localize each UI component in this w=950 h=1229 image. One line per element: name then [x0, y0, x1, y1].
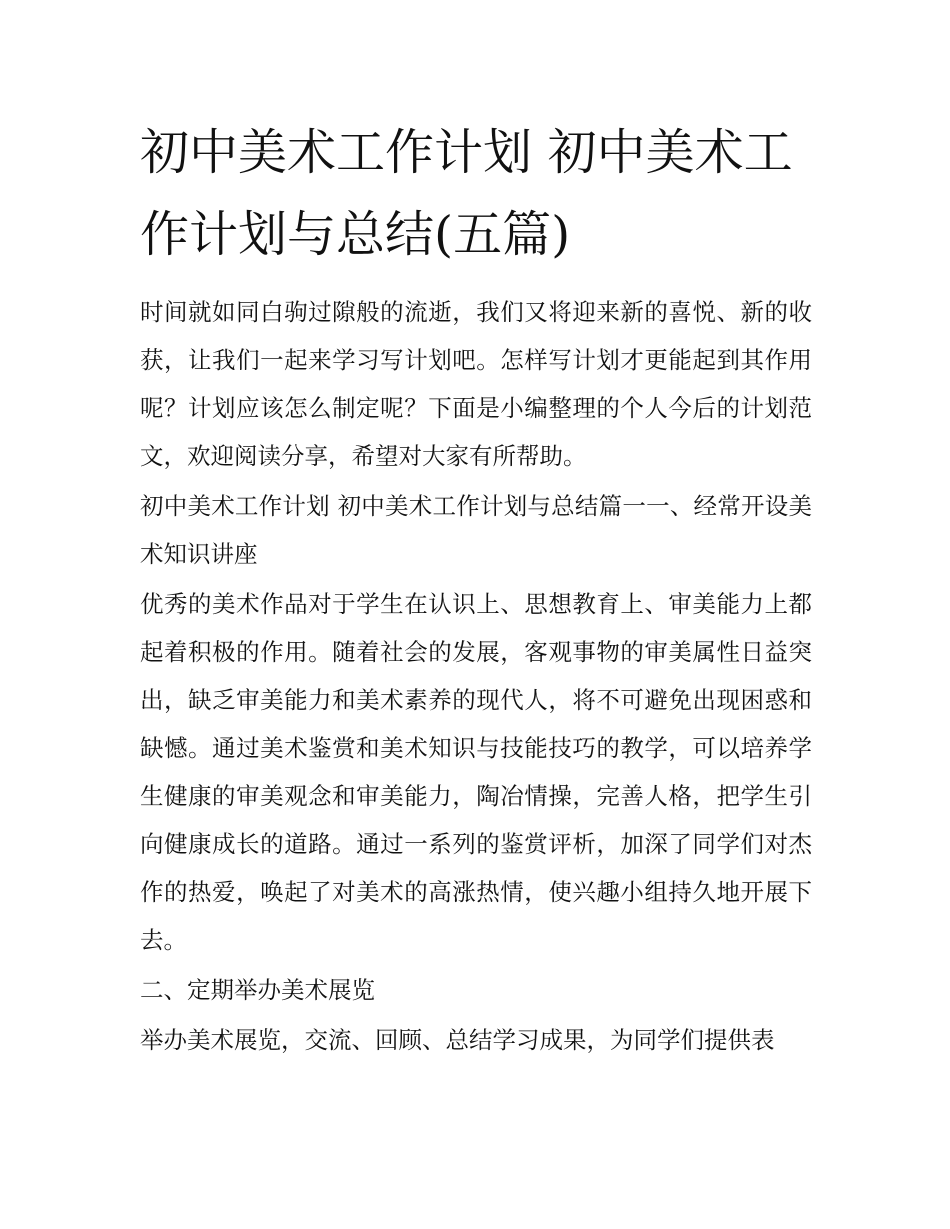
- section-2-heading: 二、定期举办美术展览: [140, 976, 375, 1004]
- section-2-body: 举办美术展览，交流、回顾、总结学习成果，为同学们提供表: [140, 1026, 775, 1054]
- document-page: [140, 112, 812, 1064]
- document-title: 初中美术工作计划 初中美术工作计划与总结(五篇): [140, 124, 793, 263]
- section-1-heading: 初中美术工作计划 初中美术工作计划与总结篇一一、经常开设美术知识讲座: [140, 492, 812, 568]
- section-1-body: 优秀的美术作品对于学生在认识上、思想教育上、审美能力上都起着积极的作用。随着社会的发展，客观事物的审美属性日益突出，缺乏审美能力和美术素养的现代人，将不可避免出现困惑和缺憾。通过美术鉴赏和美术知识与技能技巧的教学，可以培养学生健康的审美观念和审美能力，陶冶情操，完善人格，把学生引向健康成长的道路。通过一系列的鉴赏评析，加深了同学们对杰作的热爱，唤起了对美术的高涨热情，使兴趣小组持久地开展下去。: [140, 590, 812, 954]
- intro-paragraph: 时间就如同白驹过隙般的流逝，我们又将迎来新的喜悦、新的收获，让我们一起来学习写计划吧。怎样写计划才更能起到其作用呢？计划应该怎么制定呢？下面是小编整理的个人今后的计划范文，欢迎阅读分享，希望对大家有所帮助。: [140, 298, 812, 470]
